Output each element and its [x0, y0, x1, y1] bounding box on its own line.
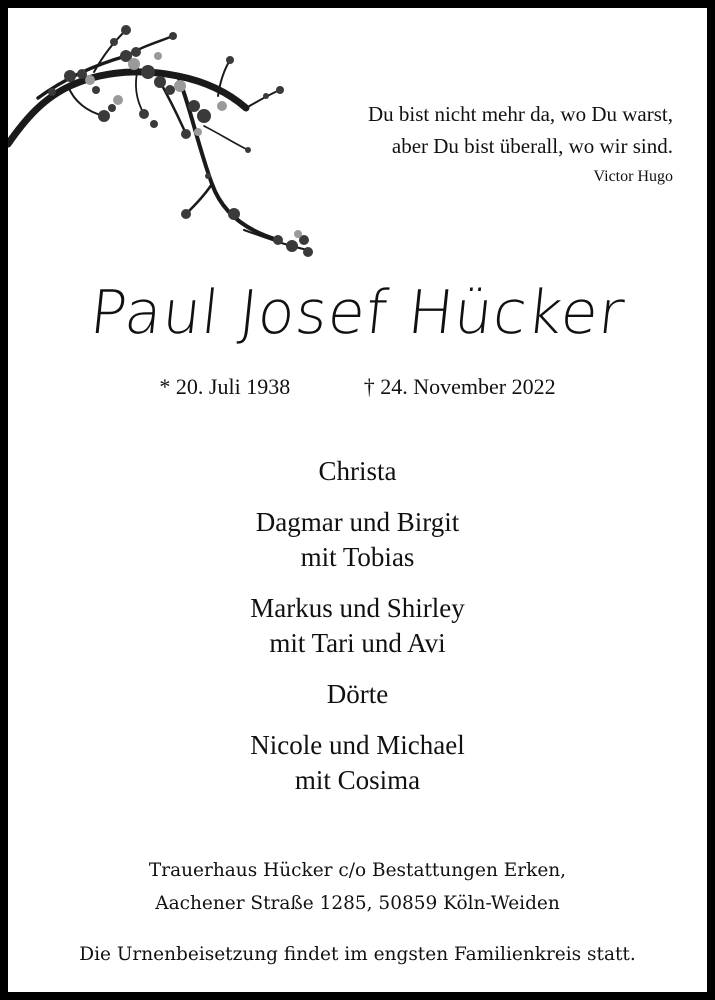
family-member: mit Cosima — [294, 765, 421, 795]
quote — [368, 98, 673, 188]
family-group — [8, 454, 707, 489]
quote-line: Du bist nicht mehr da, wo Du warst, — [367, 102, 673, 126]
family-group — [8, 591, 707, 661]
death-date: † 24. November 2022 — [363, 374, 556, 399]
family-member: Nicole und Michael — [250, 730, 465, 760]
family-member: Dagmar und Birgit — [255, 507, 460, 537]
family-group — [8, 505, 707, 575]
family-group — [8, 728, 707, 798]
quote-author: Victor Hugo — [593, 168, 673, 185]
address-line: Aachener Straße 1285, 50859 Köln-Weiden — [155, 893, 560, 914]
mourning-address — [8, 854, 707, 920]
family-member: mit Tari und Avi — [269, 628, 446, 658]
birth-date: * 20. Juli 1938 — [159, 374, 291, 399]
family-group — [8, 677, 707, 712]
family-member: Markus und Shirley — [250, 593, 465, 623]
deceased-name: Paul Josef Hücker — [86, 278, 629, 348]
family-member: Dörte — [326, 679, 389, 709]
address-line: Trauerhaus Hücker c/o Bestattungen Erken, — [148, 860, 567, 881]
life-dates — [8, 374, 707, 400]
family-list — [8, 454, 707, 814]
burial-note: Die Urnenbeisetzung findet im engsten Familienkreis statt. — [79, 944, 636, 965]
quote-line: aber Du bist überall, wo wir sind. — [391, 134, 673, 158]
family-member: mit Tobias — [300, 542, 415, 572]
family-member: Christa — [318, 456, 397, 486]
cherry-blossom-branch-icon — [8, 16, 338, 266]
